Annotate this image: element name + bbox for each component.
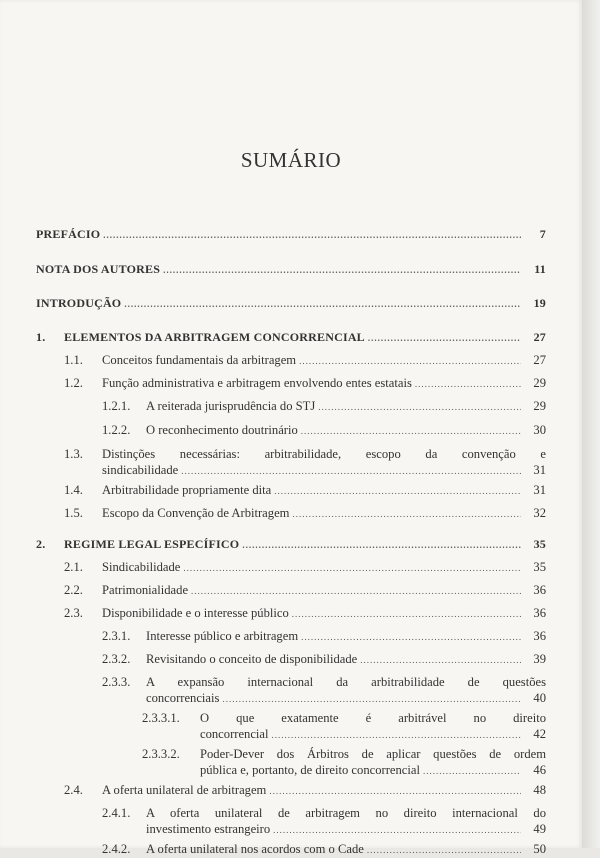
toc-entry-title: Arbitrabilidade propriamente dita <box>102 483 272 497</box>
toc-entry-title: Função administrativa e arbitragem envolvendo entes estatais <box>102 376 412 390</box>
toc-entry[interactable] <box>36 422 546 439</box>
toc-entry-title: Disponibilidade e o interesse público <box>102 606 289 620</box>
toc-entry-title: A reiterada jurisprudência do STJ <box>146 399 316 413</box>
toc-entry-page: 36 <box>533 583 546 597</box>
toc-entry[interactable] <box>36 651 546 668</box>
toc-entry-number: 2.4.2. <box>102 842 131 856</box>
toc-entry-title: Sindicabilidade <box>102 560 181 574</box>
toc-entry[interactable] <box>36 295 546 312</box>
toc-entry[interactable] <box>36 605 546 622</box>
toc-dot-leader <box>269 783 521 799</box>
toc-entry-number: 2.3.1. <box>102 629 131 643</box>
toc-entry-page: 27 <box>533 330 546 344</box>
toc-entry-title: pública e, portanto, de direito concorrencial <box>200 763 420 777</box>
toc-entry-number: 1.5. <box>64 506 83 520</box>
toc-dot-leader <box>301 629 521 645</box>
toc-dot-leader <box>222 691 521 707</box>
toc-entry-title: A oferta unilateral nos acordos com o Cade <box>146 842 364 856</box>
toc-entry[interactable] <box>36 710 546 743</box>
toc-entry-page: 32 <box>533 506 546 520</box>
toc-entry-number: 1.2.2. <box>102 423 131 437</box>
toc-entry-page: 48 <box>533 783 546 797</box>
toc-entry-title: Revisitando o conceito de disponibilidade <box>146 652 358 666</box>
toc-dot-leader <box>181 463 521 479</box>
toc-dot-leader <box>272 727 521 743</box>
toc-dot-leader <box>299 353 521 369</box>
toc-entry[interactable] <box>36 446 546 479</box>
toc-entry-number: 2.3.3.1. <box>142 711 180 725</box>
toc-entry-page: 11 <box>534 262 546 276</box>
toc-entry-title-first-line: Distinções necessárias: arbitrabilidade, escopo da convenção e <box>102 447 546 461</box>
toc-entry[interactable] <box>36 226 546 243</box>
toc-dot-leader <box>191 583 521 599</box>
toc-entry-page: 19 <box>533 296 546 310</box>
toc-entry[interactable] <box>36 674 546 707</box>
toc-entry-title: Patrimonialidade <box>102 583 189 597</box>
toc-entry[interactable] <box>36 482 546 499</box>
toc-entry-number: 2.3.2. <box>102 652 131 666</box>
toc-entry-page: 46 <box>533 763 546 777</box>
toc-dot-leader <box>103 227 521 243</box>
toc-entry[interactable] <box>36 375 546 392</box>
toc-entry-number: 2.1. <box>64 560 83 574</box>
toc-entry-page: 36 <box>533 606 546 620</box>
toc-entry-title: Interesse público e arbitragem <box>146 629 299 643</box>
toc-entry-page: 50 <box>533 842 546 856</box>
toc-entry-title-first-line: A oferta unilateral de arbitragem no direito internacional do <box>146 806 546 820</box>
toc-entry-title: NOTA DOS AUTORES <box>36 262 161 276</box>
toc-entry-page: 36 <box>533 629 546 643</box>
toc-entry-page: 30 <box>533 423 546 437</box>
toc-entry-number: 1.4. <box>64 483 83 497</box>
toc-entry-title-first-line: O que exatamente é arbitrável no direito <box>200 711 546 725</box>
toc-entry-title: investimento estrangeiro <box>146 822 271 836</box>
toc-dot-leader <box>301 423 521 439</box>
toc-dot-leader <box>360 652 521 668</box>
toc-entry-title-first-line: Poder-Dever dos Árbitros de aplicar questões de ordem <box>200 747 546 761</box>
toc-entry[interactable] <box>36 582 546 599</box>
toc-entry-title: concorrenciais <box>146 691 220 705</box>
toc-dot-leader <box>423 763 521 779</box>
toc-entry-number: 2.2. <box>64 583 83 597</box>
toc-entry-page: 39 <box>533 652 546 666</box>
toc-entry-title: sindicabilidade <box>102 463 179 477</box>
toc-entry-title: PREFÁCIO <box>36 227 101 241</box>
toc-entry-title: A oferta unilateral de arbitragem <box>102 783 267 797</box>
toc-entry-number: 1.1. <box>64 353 83 367</box>
toc-dot-leader <box>318 399 521 415</box>
toc-entry-page: 35 <box>533 560 546 574</box>
toc-entry-number: 1.2. <box>64 376 83 390</box>
toc-dot-leader <box>292 606 521 622</box>
toc-entry[interactable] <box>36 398 546 415</box>
toc-entry-page: 35 <box>533 537 546 551</box>
toc-entry-number: 2.3.3.2. <box>142 747 180 761</box>
toc-entry-title: Escopo da Convenção de Arbitragem <box>102 506 290 520</box>
toc-entry-title: concorrencial <box>200 727 269 741</box>
page-title: SUMÁRIO <box>240 148 342 172</box>
toc-dot-leader <box>183 560 521 576</box>
toc-entry[interactable] <box>36 261 546 278</box>
toc-entry[interactable] <box>36 782 546 799</box>
toc-dot-leader <box>367 842 521 858</box>
toc-entry-number: 1. <box>36 330 46 344</box>
toc-entry[interactable] <box>36 559 546 576</box>
toc-entry[interactable] <box>36 841 546 858</box>
toc-dot-leader <box>163 262 521 278</box>
toc-entry-title: REGIME LEGAL ESPECÍFICO <box>64 537 240 551</box>
toc-entry[interactable] <box>36 536 546 553</box>
toc-entry-number: 2.3. <box>64 606 83 620</box>
toc-entry[interactable] <box>36 746 546 779</box>
toc-entry-title: INTRODUÇÃO <box>36 296 122 310</box>
toc-entry-number: 2.3.3. <box>102 675 131 689</box>
toc-entry[interactable] <box>36 805 546 838</box>
toc-entry[interactable] <box>36 505 546 522</box>
toc-dot-leader <box>124 296 521 312</box>
toc-entry-page: 29 <box>533 399 546 413</box>
toc-entry-page: 7 <box>539 227 546 241</box>
toc-dot-leader <box>415 376 521 392</box>
toc-entry-title-first-line: A expansão internacional da arbitrabilidade de questões <box>146 675 546 689</box>
toc-entry-page: 42 <box>533 727 546 741</box>
toc-entry-page: 31 <box>533 463 546 477</box>
toc-dot-leader <box>292 506 521 522</box>
toc-entry-page: 27 <box>533 353 546 367</box>
toc-dot-leader <box>274 483 521 499</box>
toc-entry-title: Conceitos fundamentais da arbitragem <box>102 353 297 367</box>
toc-entry-number: 2.4.1. <box>102 806 131 820</box>
toc-entry-number: 1.2.1. <box>102 399 131 413</box>
toc-dot-leader <box>242 537 521 553</box>
toc-entry-page: 29 <box>533 376 546 390</box>
toc-entry-title: O reconhecimento doutrinário <box>146 423 298 437</box>
toc-entry-page: 31 <box>533 483 546 497</box>
toc-entry-number: 2.4. <box>64 783 83 797</box>
page-edge <box>582 0 600 848</box>
toc-entry[interactable] <box>36 352 546 369</box>
toc-dot-leader <box>273 822 521 838</box>
toc-entry-page: 40 <box>533 691 546 705</box>
toc-entry[interactable] <box>36 329 546 346</box>
toc-entry-number: 2. <box>36 537 46 551</box>
toc-entry[interactable] <box>36 628 546 645</box>
toc-dot-leader <box>368 330 521 346</box>
toc-entry-page: 49 <box>533 822 546 836</box>
toc-entry-title: ELEMENTOS DA ARBITRAGEM CONCORRENCIAL <box>64 330 365 344</box>
toc-entry-number: 1.3. <box>64 447 83 461</box>
